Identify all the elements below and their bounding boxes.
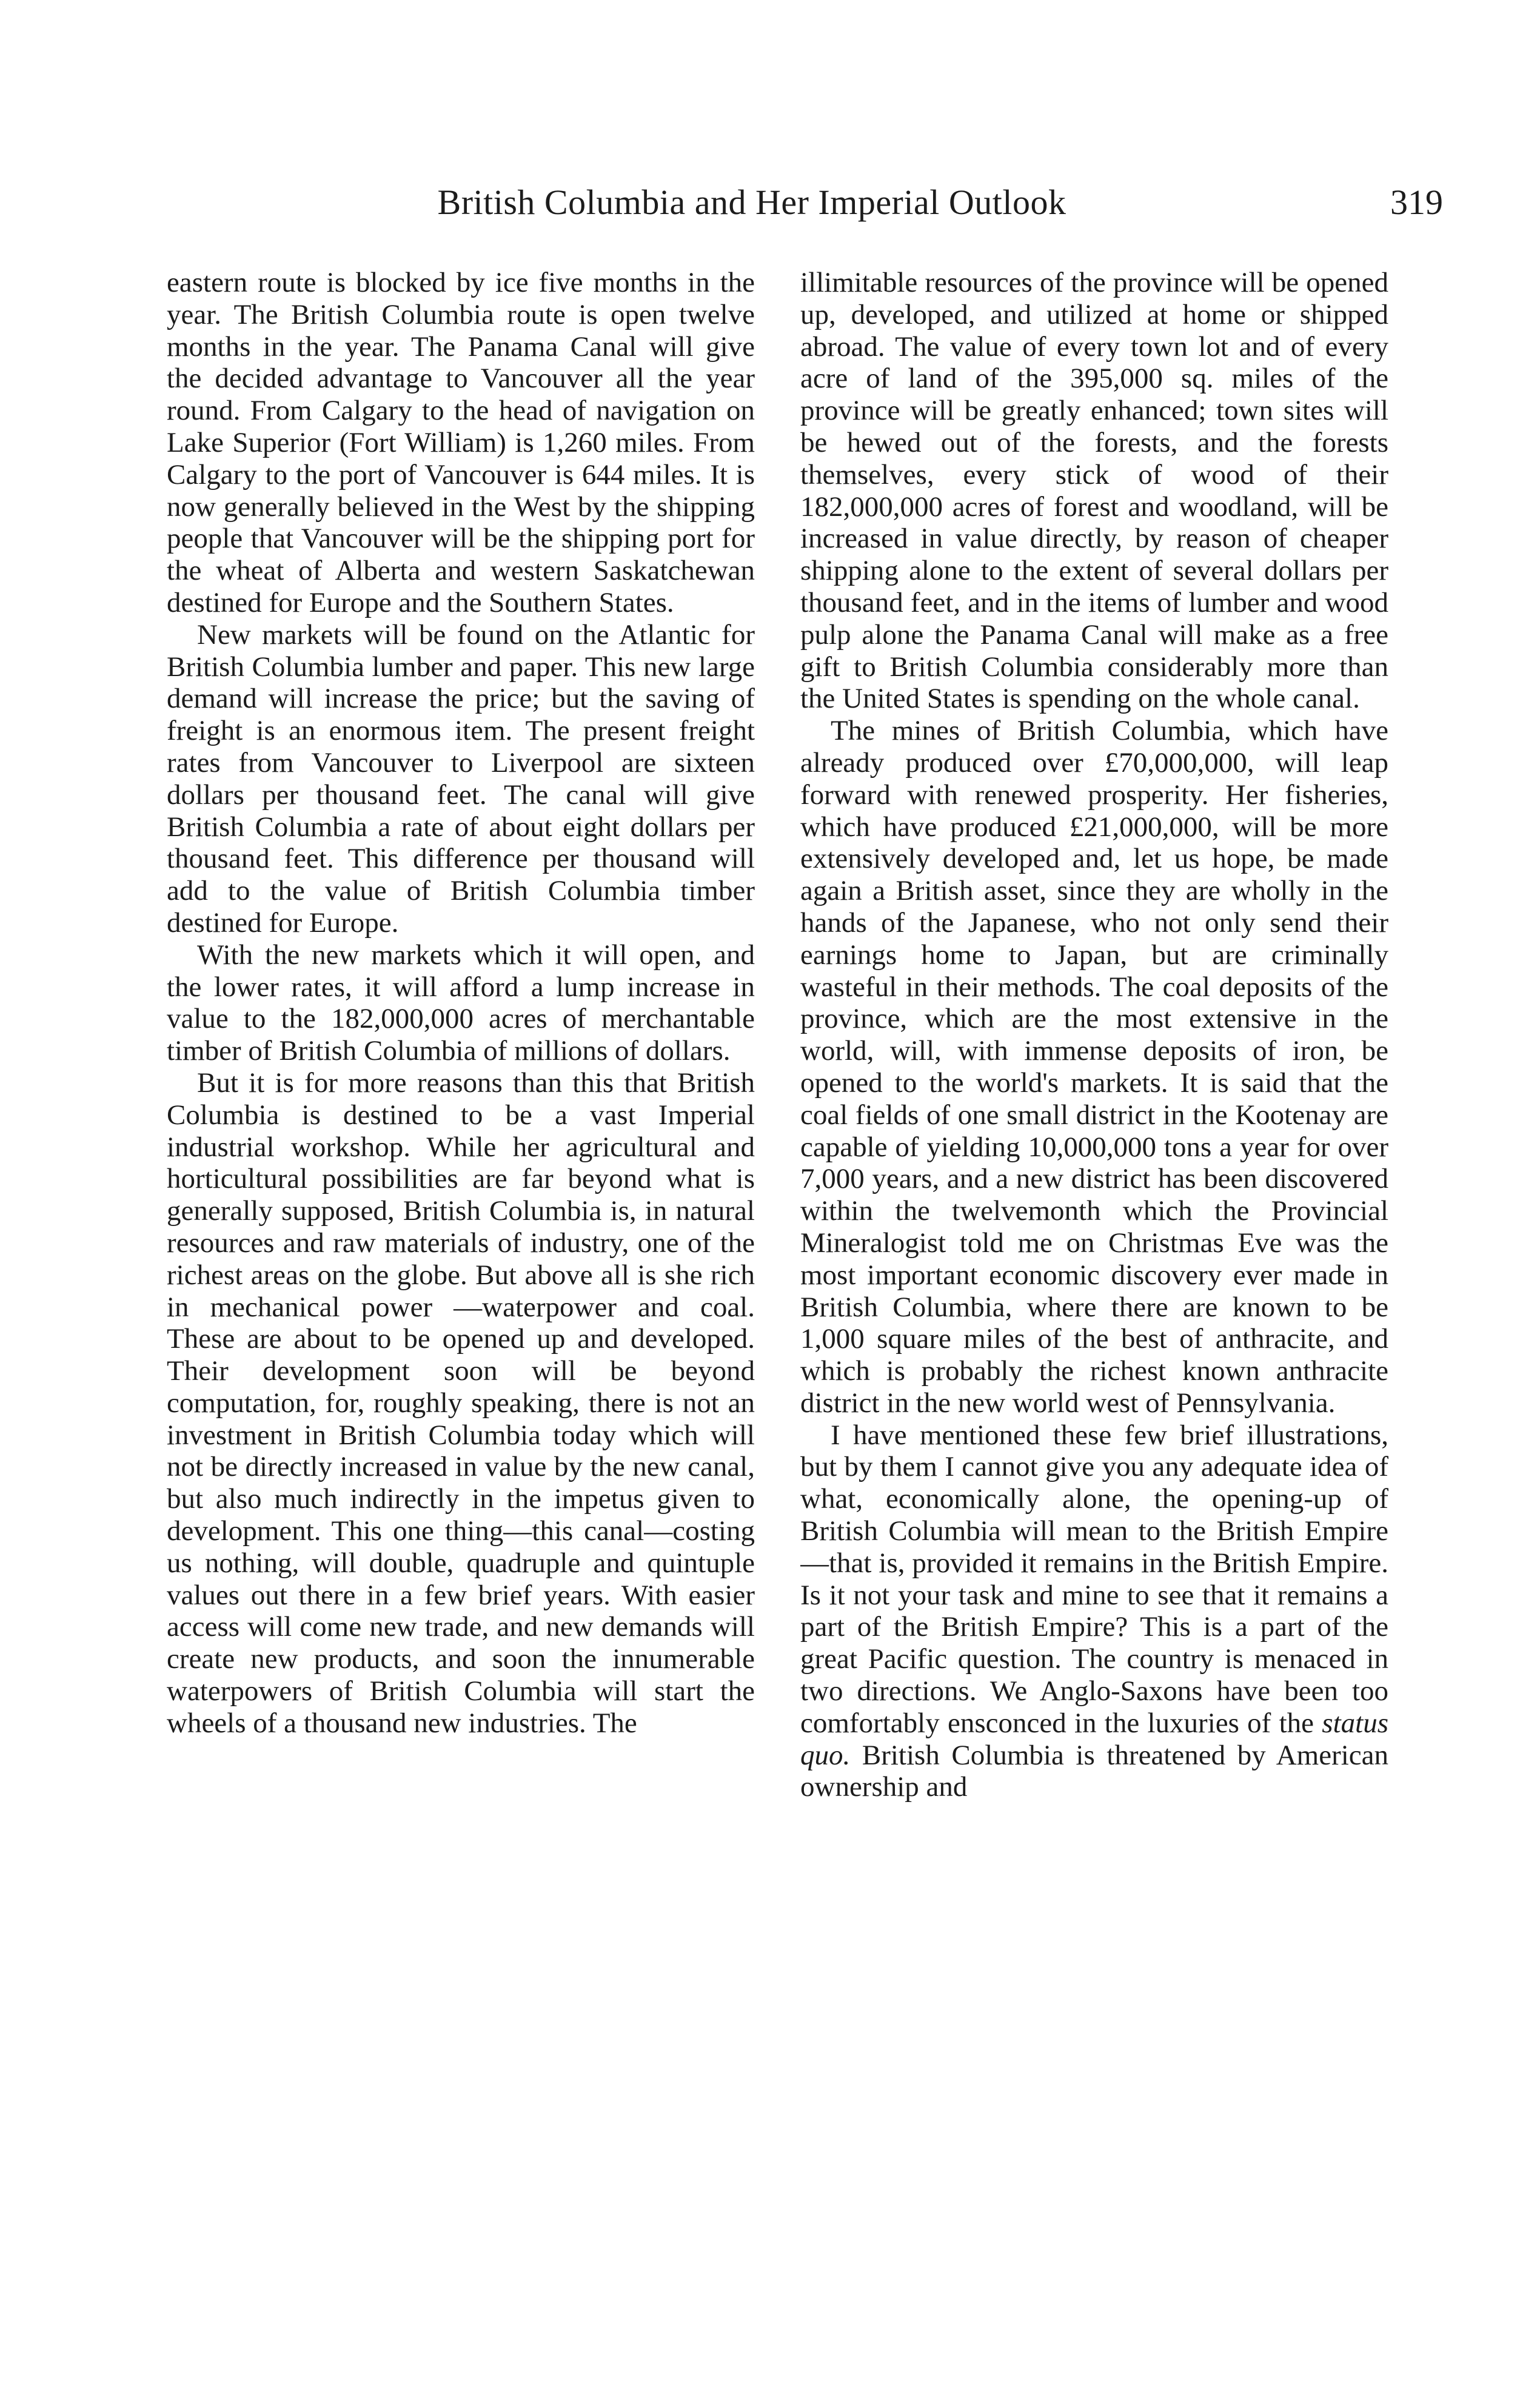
paragraph: illimitable resources of the province will be opened up, developed, and utilized at home or shipped abroad. The value of every town lot and of every acre of land of the 395,000 sq. miles of the province will be greatly enhanced; town sites will be hewed out of the forests, and the forests themselves, every stick of wood of their 182,000,000 acres of forest and woodland, will be increased in value directly, by reason of cheaper shipping alone to the extent of several dollars per thousand feet, and in the items of lumber and wood pulp alone the Panama Canal will make as a free gift to British Columbia considerably more than the United States is spending on the whole canal.	[800, 267, 1388, 715]
paragraph: The mines of British Columbia, which have already produced over £70,000,000, will leap forward with renewed prosperity. Her fisheries, which have produced £21,000,000, will be more extensively developed and, let us hope, be made again a British asset, since they are wholly in the hands of the Japanese, who not only send their earnings home to Japan, but are criminally wasteful in their methods. The coal deposits of the province, which are the most extensive in the world, will, with immense deposits of iron, be opened to the world's markets. It is said that the coal fields of one small district in the Kootenay are capable of yielding 10,000,000 tons a year for over 7,000 years, and a new district has been discovered within the twelvemonth which the Provincial Mineralogist told me on Christmas Eve was the most important economic discovery ever made in British Columbia, where there are known to be 1,000 square miles of the best of anthracite, and which is probably the richest known anthracite district in the new world west of Pennsylvania.	[800, 715, 1388, 1419]
running-title: British Columbia and Her Imperial Outlook	[437, 183, 1066, 222]
paragraph: But it is for more reasons than this that British Columbia is destined to be a vast Imperial industrial workshop. While her agricultural and horticultural possibilities are far beyond what is generally supposed, British Columbia is, in natural resources and raw materials of industry, one of the richest areas on the globe. But above all is she rich in mechanical power —waterpower and coal. These are about to be opened up and developed. Their development soon will be beyond computation, for, roughly speaking, there is not an investment in British Columbia today which will not be directly increased in value by the new canal, but also much indirectly in the impetus given to development. This one thing—this canal—costing us nothing, will double, quadruple and quintuple values out there in a few brief years. With easier access will come new trade, and new demands will create new products, and soon the innumerable waterpowers of British Columbia will start the wheels of a thousand new industries. The	[167, 1067, 755, 1739]
right-column	[800, 267, 1388, 2316]
italic-phrase: status quo.	[800, 1707, 1388, 1771]
paragraph: eastern route is blocked by ice five months in the year. The British Columbia route is open twelve months in the year. The Panama Canal will give the decided advantage to Vancouver all the year round. From Calgary to the head of navigation on Lake Superior (Fort William) is 1,260 miles. From Calgary to the port of Vancouver is 644 miles. It is now generally believed in the West by the shipping people that Vancouver will be the shipping port for the wheat of Alberta and western Saskatchewan destined for Europe and the Southern States.	[167, 267, 755, 618]
paragraph: New markets will be found on the Atlantic for British Columbia lumber and paper. This new large demand will increase the price; but the saving of freight is an enormous item. The present freight rates from Vancouver to Liverpool are sixteen dollars per thousand feet. The canal will give British Columbia a rate of about eight dollars per thousand feet. This difference per thousand will add to the value of British Columbia timber destined for Europe.	[167, 618, 755, 939]
paragraph-text: British Columbia is threatened by American ownership and	[800, 1739, 1388, 1803]
left-column	[167, 267, 755, 2316]
paragraph	[800, 1419, 1388, 1804]
paragraph-text: I have mentioned these few brief illustrations, but by them I cannot give you any adequate idea of what, economically alone, the opening-up of British Columbia will mean to the British Empire—that is, provided it remains in the British Empire. Is it not your task and mine to see that it remains a part of the British Empire? This is a part of the great Pacific question. The country is menaced in two directions. We Anglo-Saxons have been too comfortably ensconced in the luxuries of the	[800, 1419, 1388, 1739]
paragraph: With the new markets which it will open, and the lower rates, it will afford a lump increase in value to the 182,000,000 acres of merchantable timber of British Columbia of millions of dollars.	[167, 939, 755, 1067]
page-number: 319	[1390, 183, 1443, 222]
page-header	[0, 182, 1540, 236]
